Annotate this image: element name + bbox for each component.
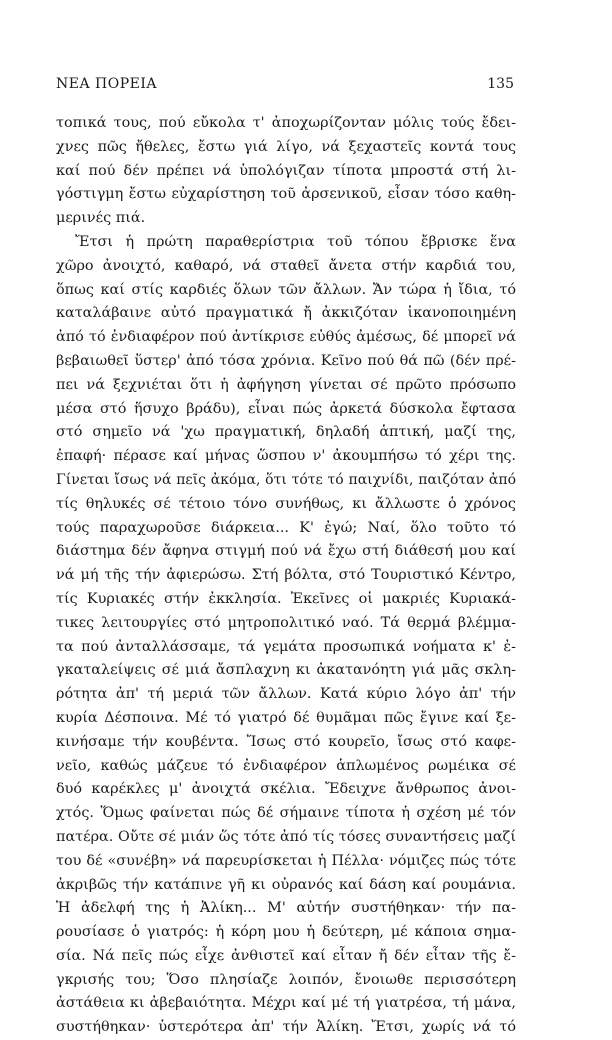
body-text (56, 112, 516, 1040)
text-line: τούς παραχωροῦσε διάρκεια... Κ' ἐγώ; Ναί, ὅλο τοῦτο τό (56, 519, 516, 536)
text-line: ἀστάθεια κι ἀβεβαιότητα. Μέχρι καί μέ τή γιατρέσα, τή μάνα, (56, 995, 516, 1012)
running-head (56, 76, 514, 96)
text-line: τοπικά τους, πού εὔκολα τ' ἀποχωρίζονταν μόλις τούς ἔδει- (56, 115, 516, 131)
text-line: στό σημεῖο νά 'χω πραγματική, δηλαδή ἁπτική, μαζί της, (56, 424, 516, 441)
text-line: ἀπό τό ἐνδιαφέρον πού ἀντίκρισε εὐθύς ἀμέσως, δέ μπορεῖ νά (56, 329, 516, 346)
text-line: τίς θηλυκές σέ τέτοιο τόνο συνήθως, κι ἄλλωστε ὁ χρόνος (56, 495, 516, 512)
text-line: κυρία Δέσποινα. Μέ τό γιατρό δέ θυμᾶμαι πῶς ἔγινε καί ξε- (56, 709, 516, 726)
page-number: 135 (487, 76, 514, 92)
text-line: χῶρο ἀνοιχτό, καθαρό, νά σταθεῖ ἄνετα στήν καρδιά του, (56, 257, 516, 274)
text-line: Ἔτσι ἡ πρώτη παραθερίστρια τοῦ τόπου ἔβρισκε ἕνα (75, 233, 516, 250)
text-line: ἀκριβῶς τήν κατάπινε γῆ κι οὐρανός καί δάση καί ρουμάνια. (56, 876, 516, 893)
text-line: του δέ «συνέβη» νά παρευρίσκεται ἡ Πέλλα· νόμιζες πώς τότε (56, 852, 516, 869)
text-line: Γίνεται ἴσως νά πεῖς ἀκόμα, ὅτι τότε τό παιχνίδι, παιζόταν ἀπό (56, 471, 516, 488)
text-line: σία. Νά πεῖς πώς εἶχε ἀνθιστεῖ καί εἶταν ἤ δέν εἶταν τῆς ἔ- (56, 947, 516, 964)
text-line: τα πού ἀνταλλάσσαμε, τά γεμάτα προσωπικά νοήματα κ' ἐ- (56, 638, 516, 655)
text-line: τικες λειτουργίες στό μητροπολιτικό ναό. Τά θερμά βλέμμα- (56, 614, 516, 631)
text-line: ὅπως καί στίς καρδιές ὅλων τῶν ἄλλων. Ἄν τώρα ἡ ἴδια, τό (56, 281, 516, 298)
text-line: νεῖο, καθώς μάζευε τό ἐνδιαφέρον ἁπλωμένος ρωμέικα σέ (56, 757, 516, 774)
running-title: ΝΕΑ ΠΟΡΕΙΑ (56, 76, 157, 92)
text-line: γκαταλείψεις σέ μιά ἄσπλαχνη κι ἀκατανόητη γιά μᾶς σκλη- (56, 662, 516, 679)
text-line: διάστημα δέν ἄφηνα στιγμή πού νά ἔχω στή διάθεσή μου καί (56, 543, 516, 560)
text-line: ἐπαφή· πέρασε καί μήνας ὥσπου ν' ἀκουμπήσω τό χέρι της. (56, 448, 516, 465)
text-line: συστήθηκαν· ὑστερότερα ἀπ' τήν Ἀλίκη. Ἔτσι, χωρίς νά τό (56, 1019, 516, 1036)
text-line: γκρισής του; Ὅσο πλησίαζε λοιπόν, ἔνοιωθε περισσότερη (56, 971, 516, 988)
text-line: νά μή τῆς τήν ἀφιερώσω. Στή βόλτα, στό Τουριστικό Κέντρο, (56, 567, 516, 584)
text-line: Ἡ ἀδελφή της ἡ Ἀλίκη... Μ' αὐτήν συστήθηκαν· τήν πα- (56, 900, 516, 917)
text-line: ρότητα ἀπ' τή μεριά τῶν ἄλλων. Κατά κύριο λόγο ἀπ' τήν (56, 686, 516, 703)
text-line: χτός. Ὅμως φαίνεται πώς δέ σήμαινε τίποτα ἡ σχέση μέ τόν (56, 805, 516, 822)
text-line: μερινές πιά. (56, 210, 146, 227)
text-line: ρουσίασε ὁ γιατρός: ἡ κόρη μου ἡ δεύτερη, μέ κάποια σημα- (56, 924, 516, 941)
text-line: τίς Κυριακές στήν ἐκκλησία. Ἐκεῖνες οἱ μακριές Κυριακά- (56, 590, 516, 607)
text-line: πατέρα. Οὔτε σέ μιάν ὥς τότε ἀπό τίς τόσες συναντήσεις μαζί (56, 828, 516, 845)
text-line: γόστιγμη ἔστω εὐχαρίστηση τοῦ ἀρσενικοῦ, εἶσαν τόσο καθη- (56, 186, 516, 203)
text-line: βεβαιωθεῖ ὕστερ' ἀπό τόσα χρόνια. Κεῖνο πού θά πῶ (δέν πρέ- (56, 352, 516, 369)
text-line: δυό καρέκλες μ' ἀνοιχτά σκέλια. Ἔδειχνε ἄνθρωπος ἀνοι- (56, 781, 516, 798)
text-line: καταλάβαινε αὐτό πραγματικά ἤ ἀκκιζόταν ἱκανοποιημένη (56, 305, 516, 322)
text-line: μέσα στό ἥσυχο βράδυ), εἶναι πώς ἀρκετά δύσκολα ἔφτασα (56, 400, 516, 417)
text-line: κινήσαμε τήν κουβέντα. Ἴσως στό κουρεῖο, ἴσως στό καφε- (56, 733, 516, 750)
text-line: καί πού δέν πρέπει νά ὑπολόγιζαν τίποτα μπροστά στή λι- (56, 162, 516, 179)
text-line: πει νά ξεχνιέται ὅτι ἡ ἀφήγηση γίνεται σέ πρῶτο πρόσωπο (56, 376, 516, 393)
text-line: χνες πῶς ἤθελες, ἔστω γιά λίγο, νά ξεχαστεῖς κοντά τους (56, 138, 516, 155)
